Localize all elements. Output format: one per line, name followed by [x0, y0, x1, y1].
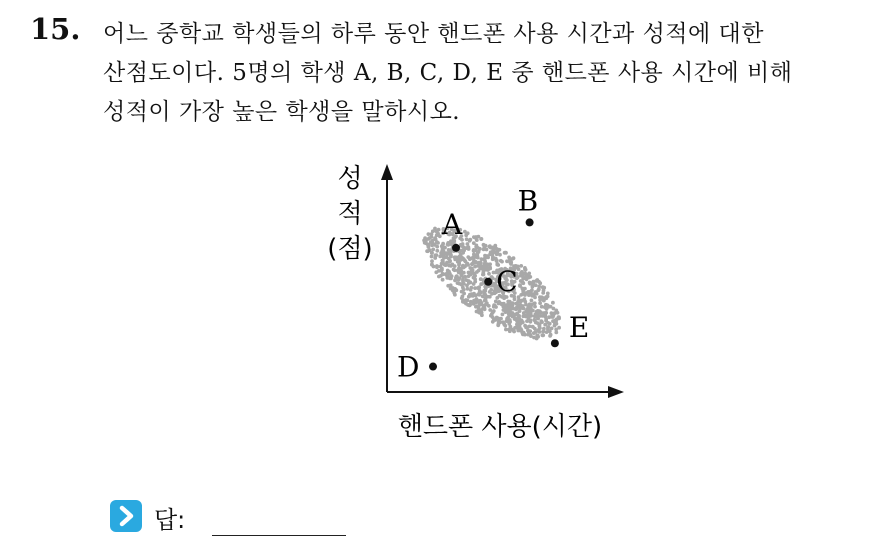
cloud-dot	[530, 281, 534, 285]
cloud-dot	[521, 274, 525, 278]
cloud-dot	[472, 241, 476, 245]
cloud-dot	[452, 268, 456, 272]
cloud-dot	[529, 314, 533, 318]
cloud-dot	[471, 256, 475, 260]
point-label-b: B	[517, 184, 539, 218]
cloud-dot	[477, 286, 481, 290]
cloud-dot	[435, 265, 439, 269]
cloud-dot	[497, 301, 501, 305]
cloud-dot	[493, 304, 497, 308]
question-line-1: 어느 중학교 학생들의 하루 동안 핸드폰 사용 시간과 성적에 대한	[103, 21, 764, 47]
cloud-dot	[455, 256, 459, 260]
cloud-dot	[546, 321, 550, 325]
cloud-dot	[438, 255, 442, 259]
cloud-dot	[441, 278, 445, 282]
cloud-dot	[473, 277, 477, 281]
cloud-dot	[460, 296, 464, 300]
cloud-dot	[515, 307, 519, 311]
cloud-dot	[523, 266, 527, 270]
cloud-dot	[537, 285, 541, 289]
cloud-dot	[444, 252, 448, 256]
cloud-dot	[454, 288, 458, 292]
cloud-dot	[502, 308, 506, 312]
cloud-dot	[507, 256, 511, 260]
cloud-dot	[500, 260, 504, 264]
cloud-dot	[507, 328, 511, 332]
point-e	[551, 339, 559, 347]
cloud-dot	[553, 324, 557, 328]
answer-label: 답:	[154, 506, 186, 534]
cloud-dot	[434, 237, 438, 241]
cloud-dot	[530, 299, 534, 303]
cloud-dot	[460, 283, 464, 287]
answer-marker	[110, 500, 142, 532]
cloud-dot	[453, 293, 457, 297]
cloud-dot	[466, 242, 470, 246]
cloud-dot	[464, 298, 468, 302]
cloud-dot	[547, 315, 551, 319]
cloud-dot	[551, 315, 555, 319]
cloud-dot	[527, 272, 531, 276]
cloud-dot	[545, 303, 549, 307]
chevron-right-icon	[110, 500, 142, 532]
cloud-dot	[546, 325, 550, 329]
cloud-dot	[505, 319, 509, 323]
cloud-dot	[526, 333, 530, 337]
cloud-dot	[540, 320, 544, 324]
question-number: 15.	[30, 12, 81, 46]
cloud-dot	[461, 278, 465, 282]
cloud-dot	[467, 271, 471, 275]
cloud-dot	[517, 317, 521, 321]
cloud-dot	[529, 303, 533, 307]
cloud-dot	[473, 286, 477, 290]
cloud-dot	[498, 321, 502, 325]
cloud-dot	[478, 247, 482, 251]
cloud-dot	[519, 264, 523, 268]
cloud-dot	[453, 264, 457, 268]
cloud-dot	[462, 288, 466, 292]
cloud-dot	[449, 277, 453, 281]
cloud-dot	[428, 236, 432, 240]
cloud-dot	[436, 241, 440, 245]
cloud-dot	[523, 333, 527, 337]
cloud-dot	[506, 316, 510, 320]
cloud-dot	[539, 310, 543, 314]
cloud-dot	[517, 300, 521, 304]
cloud-dot	[519, 321, 523, 325]
cloud-dot	[544, 318, 548, 322]
cloud-dot	[538, 330, 542, 334]
cloud-dot	[515, 323, 519, 327]
point-label-d: D	[397, 350, 420, 384]
cloud-dot	[488, 262, 492, 266]
y-axis-arrow	[381, 164, 393, 180]
cloud-dot	[517, 304, 521, 308]
cloud-dot	[512, 256, 516, 260]
cloud-dot	[463, 275, 467, 279]
cloud-dot	[511, 301, 515, 305]
cloud-dot	[485, 254, 489, 258]
cloud-dot	[479, 291, 483, 295]
cloud-dot	[492, 271, 496, 275]
cloud-dot	[525, 319, 529, 323]
cloud-dot	[540, 305, 544, 309]
cloud-dot	[550, 327, 554, 331]
cloud-dot	[526, 290, 530, 294]
cloud-dot	[449, 251, 453, 255]
cloud-dot	[482, 258, 486, 262]
cloud-dot	[467, 274, 471, 278]
cloud-dot	[536, 317, 540, 321]
cloud-dot	[538, 301, 542, 305]
cloud-dot	[523, 300, 527, 304]
cloud-dot	[440, 267, 444, 271]
scatter-plot	[320, 150, 650, 450]
cloud-dot	[553, 319, 557, 323]
cloud-dot	[459, 256, 463, 260]
cloud-dot	[542, 327, 546, 331]
cloud-dot	[437, 228, 441, 232]
cloud-dot	[489, 314, 493, 318]
cloud-dot	[449, 255, 453, 259]
cloud-dot	[425, 249, 429, 253]
cloud-dot	[468, 238, 472, 242]
cloud-dot	[435, 249, 439, 253]
cloud-dot	[499, 317, 503, 321]
cloud-dot	[466, 231, 470, 235]
cloud-dot	[455, 274, 459, 278]
cloud-dot	[509, 260, 513, 264]
cloud-dot	[449, 283, 453, 287]
cloud-dot	[541, 285, 545, 289]
cloud-dot	[503, 324, 507, 328]
cloud-dot	[423, 236, 427, 240]
cloud-dot	[477, 304, 481, 308]
cloud-dot	[489, 288, 493, 292]
cloud-dot	[472, 302, 476, 306]
answer-blank[interactable]	[212, 535, 346, 536]
cloud-dot	[548, 334, 552, 338]
cloud-dot	[483, 299, 487, 303]
cloud-dot	[523, 287, 527, 291]
cloud-dot	[551, 301, 555, 305]
cloud-dot	[462, 271, 466, 275]
cloud-dot	[503, 305, 507, 309]
cloud-dot	[441, 248, 445, 252]
cloud-dot	[531, 325, 535, 329]
cloud-dot	[541, 333, 545, 337]
cloud-dot	[545, 307, 549, 311]
cloud-dot	[434, 270, 438, 274]
cloud-dot	[504, 251, 508, 255]
cloud-dot	[536, 288, 540, 292]
y-axis-label-3: (점)	[327, 234, 373, 264]
cloud-dot	[540, 295, 544, 299]
cloud-dot	[430, 263, 434, 267]
cloud-dot	[537, 280, 541, 284]
cloud-dot	[471, 268, 475, 272]
cloud-dot	[512, 330, 516, 334]
cloud-dot	[427, 232, 431, 236]
cloud-dot	[507, 312, 511, 316]
cloud-dot	[529, 320, 533, 324]
cloud-dot	[531, 285, 535, 289]
cloud-dot	[467, 279, 471, 283]
cloud-dot	[470, 292, 474, 296]
cloud-dot	[466, 303, 470, 307]
cloud-dot	[480, 237, 484, 241]
cloud-dot	[461, 242, 465, 246]
cloud-dot	[476, 256, 480, 260]
cloud-dot	[491, 257, 495, 261]
cloud-dot	[480, 301, 484, 305]
cloud-dot	[479, 264, 483, 268]
cloud-dot	[465, 237, 469, 241]
cloud-dot	[430, 251, 434, 255]
cloud-dot	[495, 250, 499, 254]
point-label-a: A	[442, 207, 463, 241]
cloud-dot	[514, 317, 518, 321]
point-d	[429, 363, 437, 371]
cloud-dot	[501, 313, 505, 317]
point-b	[526, 218, 534, 226]
cloud-dot	[535, 310, 539, 314]
cloud-dot	[532, 336, 536, 340]
cloud-dot	[472, 235, 476, 239]
cloud-dot	[496, 316, 500, 320]
cloud-dot	[534, 321, 538, 325]
x-axis-arrow	[608, 386, 624, 398]
point-a	[452, 244, 460, 252]
cloud-dot	[492, 317, 496, 321]
cloud-dot	[470, 262, 474, 266]
cloud-dot	[519, 279, 523, 283]
cloud-dot	[464, 260, 468, 264]
cloud-dot	[461, 264, 465, 268]
cloud-dot	[516, 312, 520, 316]
cloud-dot	[474, 248, 478, 252]
cloud-dot	[488, 245, 492, 249]
cloud-dot	[492, 309, 496, 313]
cloud-dot	[457, 271, 461, 275]
cloud-dot	[538, 326, 542, 330]
cloud-dot	[441, 244, 445, 248]
cloud-dot	[544, 311, 548, 315]
cloud-dot	[527, 329, 531, 333]
x-axis-label: 핸드폰 사용(시간)	[397, 412, 603, 442]
cloud-dot	[554, 328, 558, 332]
cloud-dot	[536, 334, 540, 338]
cloud-dot	[482, 248, 486, 252]
cloud-dot	[533, 314, 537, 318]
cloud-dot	[430, 255, 434, 259]
cloud-dot	[475, 297, 479, 301]
cloud-dot	[453, 279, 457, 283]
point-label-e: E	[568, 311, 590, 345]
question-line-3: 성적이 가장 높은 학생을 말하시오.	[103, 99, 461, 125]
cloud-dot	[474, 245, 478, 249]
cloud-dot	[430, 241, 434, 245]
cloud-dot	[521, 304, 525, 308]
cloud-dot	[541, 291, 545, 295]
cloud-dot	[431, 248, 435, 252]
cloud-dot	[457, 266, 461, 270]
point-label-c: C	[496, 264, 518, 298]
cloud-dot	[457, 261, 461, 265]
cloud-dot	[424, 241, 428, 245]
cloud-dot	[477, 235, 481, 239]
question-line-2: 산점도이다. 5명의 학생 A, B, C, D, E 중 핸드폰 사용 시간에 비해	[103, 60, 793, 86]
cloud-dot	[449, 264, 453, 268]
cloud-dot	[487, 272, 491, 276]
cloud-dot	[457, 278, 461, 282]
y-axis-label-1: 성	[337, 164, 363, 194]
cloud-dot	[486, 268, 490, 272]
cloud-dot	[433, 256, 437, 260]
point-c	[484, 278, 492, 286]
cloud-dot	[475, 238, 479, 242]
cloud-dot	[491, 246, 495, 250]
cloud-dot	[483, 307, 487, 311]
cloud-dot	[533, 305, 537, 309]
cloud-dot	[473, 274, 477, 278]
cloud-dot	[478, 311, 482, 315]
cloud-dot	[535, 292, 539, 296]
y-axis-label-2: 적	[337, 199, 363, 229]
cloud-dot	[448, 272, 452, 276]
cloud-dot	[489, 251, 493, 255]
cloud-dot	[488, 308, 492, 312]
cloud-dot	[547, 329, 551, 333]
cloud-dot	[440, 262, 444, 266]
cloud-dot	[495, 259, 499, 263]
cloud-dot	[554, 309, 558, 313]
cloud-dot	[526, 325, 530, 329]
cloud-dot	[524, 309, 528, 313]
cloud-dot	[494, 300, 498, 304]
cloud-dot	[544, 296, 548, 300]
cloud-dot	[469, 286, 473, 290]
cloud-dot	[483, 289, 487, 293]
cloud-dot	[446, 269, 450, 273]
cloud-dot	[482, 243, 486, 247]
cloud-dot	[528, 275, 532, 279]
